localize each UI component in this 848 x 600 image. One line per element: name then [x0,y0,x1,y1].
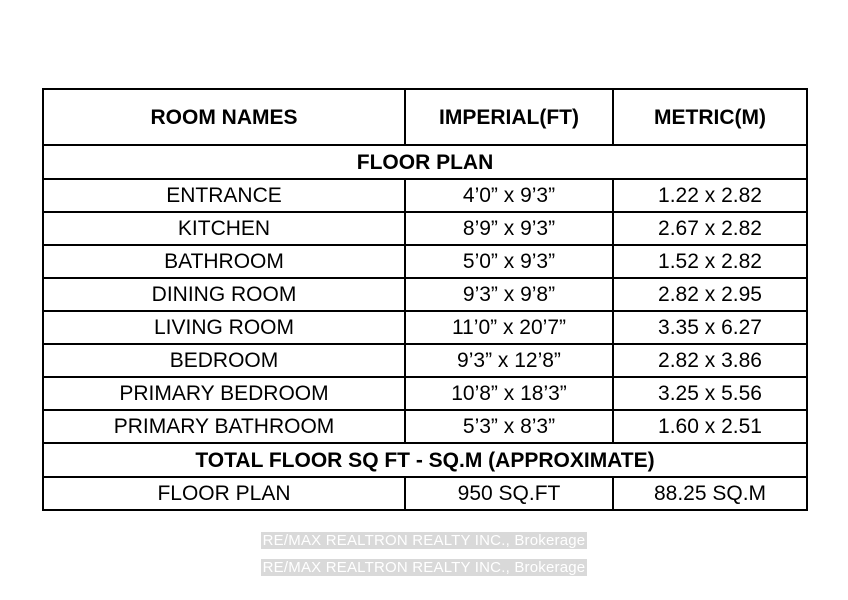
room-imperial: 8’9” x 9’3” [405,212,613,245]
room-imperial: 9’3” x 9’8” [405,278,613,311]
room-metric: 1.60 x 2.51 [613,410,807,443]
table-row [43,245,807,278]
room-name: BEDROOM [43,344,405,377]
room-metric: 1.22 x 2.82 [613,179,807,212]
table-row [43,377,807,410]
room-name: PRIMARY BEDROOM [43,377,405,410]
watermark-text: RE/MAX REALTRON REALTY INC., Brokerage [262,559,586,576]
total-metric: 88.25 SQ.M [613,477,807,510]
room-name: BATHROOM [43,245,405,278]
room-imperial: 4’0” x 9’3” [405,179,613,212]
brokerage-watermark [0,532,848,550]
room-imperial: 10’8” x 18’3” [405,377,613,410]
room-name: LIVING ROOM [43,311,405,344]
table-row [43,311,807,344]
room-name: DINING ROOM [43,278,405,311]
room-metric: 2.82 x 3.86 [613,344,807,377]
section-title: FLOOR PLAN [43,145,807,179]
room-name: ENTRANCE [43,179,405,212]
table-row [43,344,807,377]
room-name: KITCHEN [43,212,405,245]
table-row [43,179,807,212]
watermark-text: RE/MAX REALTRON REALTY INC., Brokerage [262,532,586,549]
room-metric: 3.35 x 6.27 [613,311,807,344]
room-metric: 1.52 x 2.82 [613,245,807,278]
room-imperial: 5’3” x 8’3” [405,410,613,443]
header-metric: METRIC(M) [613,89,807,145]
table-row [43,278,807,311]
room-imperial: 5’0” x 9’3” [405,245,613,278]
header-room-names: ROOM NAMES [43,89,405,145]
brokerage-watermark [0,559,848,577]
total-row [43,477,807,510]
room-metric: 2.67 x 2.82 [613,212,807,245]
room-name: PRIMARY BATHROOM [43,410,405,443]
table-row [43,212,807,245]
room-dimensions-table [42,88,808,511]
room-imperial: 9’3” x 12’8” [405,344,613,377]
total-imperial: 950 SQ.FT [405,477,613,510]
room-imperial: 11’0” x 20’7” [405,311,613,344]
table-row [43,410,807,443]
section-title-row [43,145,807,179]
header-imperial: IMPERIAL(FT) [405,89,613,145]
total-title-row [43,443,807,477]
room-metric: 2.82 x 2.95 [613,278,807,311]
table-header-row [43,89,807,145]
total-label: FLOOR PLAN [43,477,405,510]
room-metric: 3.25 x 5.56 [613,377,807,410]
total-title: TOTAL FLOOR SQ FT - SQ.M (APPROXIMATE) [43,443,807,477]
